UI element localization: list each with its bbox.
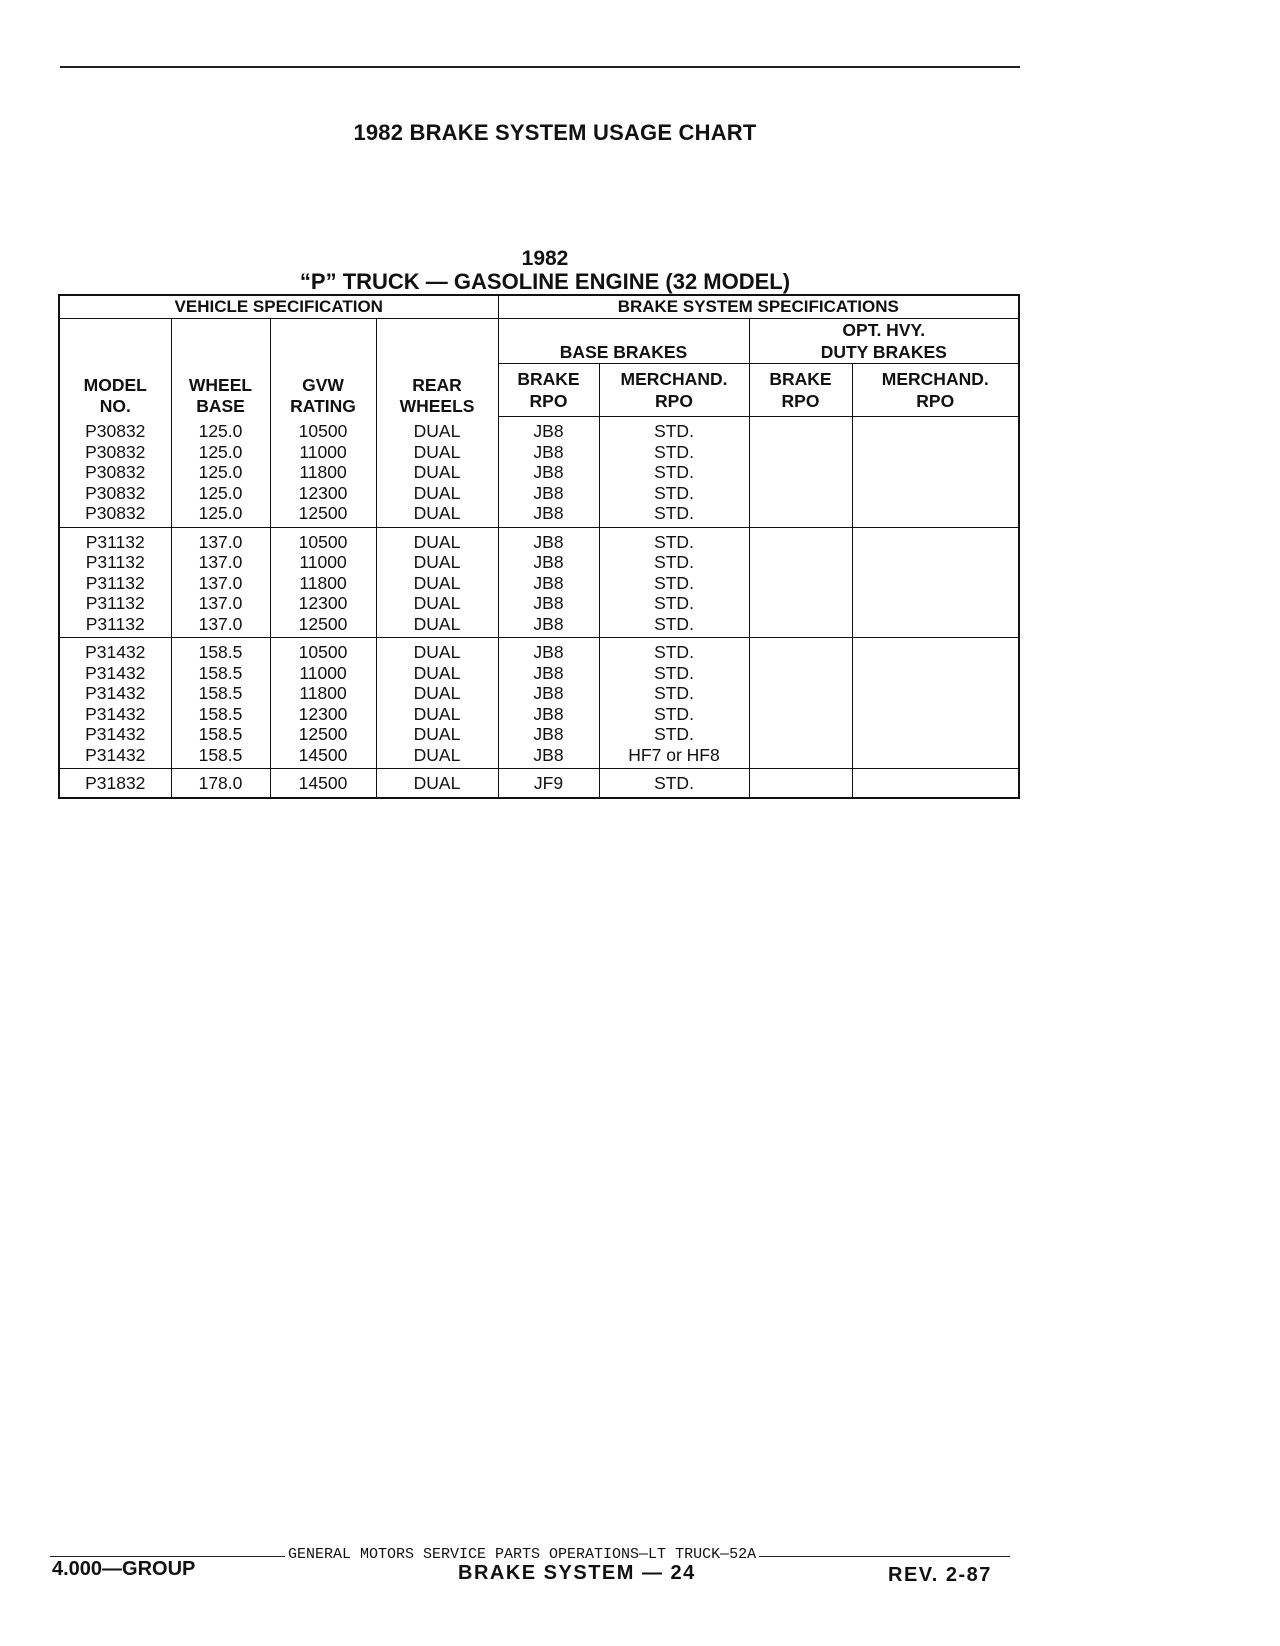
cell-model: P30832 <box>59 462 171 483</box>
cell-opt-brake-rpo <box>749 462 852 483</box>
base-brakes-header: BASE BRAKES <box>498 319 749 364</box>
cell-gvw: 10500 <box>270 417 376 442</box>
cell-brake-rpo: JB8 <box>498 552 599 573</box>
brake-usage-table <box>58 294 1020 799</box>
cell-merchand-rpo: STD. <box>599 527 749 552</box>
cell-gvw: 11000 <box>270 442 376 463</box>
col-header-brake-rpo: BRAKE RPO <box>498 364 599 417</box>
cell-opt-brake-rpo <box>749 442 852 463</box>
cell-model: P31432 <box>59 638 171 663</box>
cell-wheel-base: 158.5 <box>171 704 270 725</box>
cell-opt-merchand-rpo <box>852 724 1019 745</box>
cell-opt-brake-rpo <box>749 552 852 573</box>
cell-merchand-rpo: STD. <box>599 593 749 614</box>
cell-model: P31432 <box>59 724 171 745</box>
cell-brake-rpo: JB8 <box>498 745 599 769</box>
table-row <box>59 442 1019 463</box>
cell-rear-wheels: DUAL <box>376 638 498 663</box>
cell-rear-wheels: DUAL <box>376 527 498 552</box>
cell-opt-merchand-rpo <box>852 527 1019 552</box>
cell-brake-rpo: JB8 <box>498 638 599 663</box>
cell-merchand-rpo: STD. <box>599 552 749 573</box>
table-row <box>59 663 1019 684</box>
cell-gvw: 11800 <box>270 573 376 594</box>
cell-model: P30832 <box>59 442 171 463</box>
cell-rear-wheels: DUAL <box>376 614 498 638</box>
cell-gvw: 10500 <box>270 638 376 663</box>
table-row <box>59 462 1019 483</box>
table-row <box>59 573 1019 594</box>
cell-opt-merchand-rpo <box>852 769 1019 798</box>
cell-gvw: 11000 <box>270 552 376 573</box>
cell-wheel-base: 158.5 <box>171 683 270 704</box>
cell-brake-rpo: JB8 <box>498 483 599 504</box>
cell-opt-merchand-rpo <box>852 638 1019 663</box>
table-row <box>59 745 1019 769</box>
cell-wheel-base: 137.0 <box>171 573 270 594</box>
cell-opt-merchand-rpo <box>852 552 1019 573</box>
cell-opt-merchand-rpo <box>852 614 1019 638</box>
cell-brake-rpo: JB8 <box>498 462 599 483</box>
cell-opt-brake-rpo <box>749 614 852 638</box>
top-rule <box>60 66 1020 68</box>
cell-brake-rpo: JB8 <box>498 614 599 638</box>
cell-opt-merchand-rpo <box>852 683 1019 704</box>
cell-gvw: 12500 <box>270 503 376 527</box>
cell-model: P30832 <box>59 483 171 504</box>
table-row <box>59 614 1019 638</box>
cell-gvw: 12300 <box>270 593 376 614</box>
table-row <box>59 527 1019 552</box>
cell-rear-wheels: DUAL <box>376 552 498 573</box>
cell-model: P31132 <box>59 614 171 638</box>
cell-brake-rpo: JB8 <box>498 683 599 704</box>
cell-gvw: 14500 <box>270 745 376 769</box>
cell-rear-wheels: DUAL <box>376 462 498 483</box>
cell-rear-wheels: DUAL <box>376 704 498 725</box>
cell-rear-wheels: DUAL <box>376 745 498 769</box>
brake-spec-header: BRAKE SYSTEM SPECIFICATIONS <box>498 295 1019 319</box>
cell-merchand-rpo: STD. <box>599 663 749 684</box>
cell-wheel-base: 137.0 <box>171 552 270 573</box>
cell-opt-merchand-rpo <box>852 483 1019 504</box>
cell-model: P31132 <box>59 593 171 614</box>
table-row <box>59 503 1019 527</box>
cell-merchand-rpo: STD. <box>599 442 749 463</box>
cell-merchand-rpo: STD. <box>599 417 749 442</box>
cell-brake-rpo: JB8 <box>498 417 599 442</box>
cell-rear-wheels: DUAL <box>376 442 498 463</box>
table-row <box>59 704 1019 725</box>
cell-opt-merchand-rpo <box>852 704 1019 725</box>
cell-brake-rpo: JB8 <box>498 724 599 745</box>
cell-wheel-base: 125.0 <box>171 462 270 483</box>
cell-opt-brake-rpo <box>749 704 852 725</box>
cell-model: P31832 <box>59 769 171 798</box>
cell-model: P31432 <box>59 704 171 725</box>
cell-opt-brake-rpo <box>749 503 852 527</box>
cell-merchand-rpo: STD. <box>599 483 749 504</box>
cell-model: P30832 <box>59 417 171 442</box>
cell-merchand-rpo: HF7 or HF8 <box>599 745 749 769</box>
footer-section: BRAKE SYSTEM — 24 <box>458 1562 696 1584</box>
cell-brake-rpo: JF9 <box>498 769 599 798</box>
cell-gvw: 14500 <box>270 769 376 798</box>
cell-wheel-base: 125.0 <box>171 503 270 527</box>
col-header-opt-merchand-rpo: MERCHAND. RPO <box>852 364 1019 417</box>
table-row <box>59 638 1019 663</box>
cell-wheel-base: 137.0 <box>171 527 270 552</box>
table-row <box>59 417 1019 442</box>
cell-rear-wheels: DUAL <box>376 503 498 527</box>
cell-opt-merchand-rpo <box>852 663 1019 684</box>
cell-wheel-base: 158.5 <box>171 663 270 684</box>
table-row <box>59 552 1019 573</box>
cell-rear-wheels: DUAL <box>376 573 498 594</box>
cell-model: P31432 <box>59 663 171 684</box>
cell-opt-merchand-rpo <box>852 573 1019 594</box>
cell-opt-brake-rpo <box>749 527 852 552</box>
cell-model: P30832 <box>59 503 171 527</box>
cell-rear-wheels: DUAL <box>376 417 498 442</box>
cell-opt-merchand-rpo <box>852 745 1019 769</box>
cell-merchand-rpo: STD. <box>599 769 749 798</box>
footer-publisher: GENERAL MOTORS SERVICE PARTS OPERATIONS—LT TRUCK—52A <box>285 1546 759 1563</box>
cell-gvw: 12500 <box>270 614 376 638</box>
cell-gvw: 11800 <box>270 462 376 483</box>
page-title: 1982 BRAKE SYSTEM USAGE CHART <box>353 120 757 145</box>
cell-merchand-rpo: STD. <box>599 462 749 483</box>
cell-rear-wheels: DUAL <box>376 593 498 614</box>
cell-gvw: 11800 <box>270 683 376 704</box>
cell-opt-brake-rpo <box>749 745 852 769</box>
cell-model: P31132 <box>59 573 171 594</box>
cell-opt-brake-rpo <box>749 593 852 614</box>
cell-rear-wheels: DUAL <box>376 663 498 684</box>
cell-gvw: 11000 <box>270 663 376 684</box>
cell-opt-brake-rpo <box>749 663 852 684</box>
col-header-opt-brake-rpo: BRAKE RPO <box>749 364 852 417</box>
cell-brake-rpo: JB8 <box>498 663 599 684</box>
cell-merchand-rpo: STD. <box>599 503 749 527</box>
cell-opt-merchand-rpo <box>852 462 1019 483</box>
cell-model: P31132 <box>59 527 171 552</box>
cell-merchand-rpo: STD. <box>599 573 749 594</box>
cell-opt-brake-rpo <box>749 573 852 594</box>
col-header-gvw: GVW RATING <box>270 319 376 417</box>
cell-opt-brake-rpo <box>749 638 852 663</box>
cell-merchand-rpo: STD. <box>599 704 749 725</box>
cell-wheel-base: 178.0 <box>171 769 270 798</box>
table-row <box>59 483 1019 504</box>
cell-merchand-rpo: STD. <box>599 638 749 663</box>
cell-gvw: 12500 <box>270 724 376 745</box>
cell-rear-wheels: DUAL <box>376 683 498 704</box>
cell-brake-rpo: JB8 <box>498 704 599 725</box>
opt-hvy-duty-header: OPT. HVY. DUTY BRAKES <box>749 319 1019 364</box>
cell-brake-rpo: JB8 <box>498 527 599 552</box>
cell-model: P31432 <box>59 745 171 769</box>
table-year: 1982 <box>521 247 569 270</box>
cell-brake-rpo: JB8 <box>498 593 599 614</box>
col-header-model: MODEL NO. <box>59 319 171 417</box>
table-title: “P” TRUCK — GASOLINE ENGINE (32 MODEL) <box>299 269 791 294</box>
cell-wheel-base: 125.0 <box>171 442 270 463</box>
cell-wheel-base: 125.0 <box>171 483 270 504</box>
cell-opt-merchand-rpo <box>852 593 1019 614</box>
cell-opt-merchand-rpo <box>852 417 1019 442</box>
cell-wheel-base: 125.0 <box>171 417 270 442</box>
cell-merchand-rpo: STD. <box>599 724 749 745</box>
cell-opt-brake-rpo <box>749 769 852 798</box>
col-header-rear-wheels: REAR WHEELS <box>376 319 498 417</box>
cell-opt-brake-rpo <box>749 417 852 442</box>
cell-wheel-base: 158.5 <box>171 745 270 769</box>
cell-model: P31432 <box>59 683 171 704</box>
cell-rear-wheels: DUAL <box>376 483 498 504</box>
cell-rear-wheels: DUAL <box>376 724 498 745</box>
cell-opt-brake-rpo <box>749 683 852 704</box>
cell-wheel-base: 137.0 <box>171 593 270 614</box>
cell-brake-rpo: JB8 <box>498 442 599 463</box>
table-row <box>59 724 1019 745</box>
cell-model: P31132 <box>59 552 171 573</box>
cell-brake-rpo: JB8 <box>498 503 599 527</box>
cell-rear-wheels: DUAL <box>376 769 498 798</box>
cell-gvw: 12300 <box>270 704 376 725</box>
cell-opt-merchand-rpo <box>852 503 1019 527</box>
vehicle-spec-header: VEHICLE SPECIFICATION <box>59 295 498 319</box>
cell-wheel-base: 158.5 <box>171 638 270 663</box>
cell-gvw: 10500 <box>270 527 376 552</box>
cell-merchand-rpo: STD. <box>599 683 749 704</box>
cell-opt-brake-rpo <box>749 483 852 504</box>
table-row <box>59 593 1019 614</box>
table-row <box>59 683 1019 704</box>
cell-brake-rpo: JB8 <box>498 573 599 594</box>
cell-opt-merchand-rpo <box>852 442 1019 463</box>
col-header-merchand-rpo: MERCHAND. RPO <box>599 364 749 417</box>
cell-gvw: 12300 <box>270 483 376 504</box>
footer-group: 4.000—GROUP <box>52 1558 196 1580</box>
cell-merchand-rpo: STD. <box>599 614 749 638</box>
cell-wheel-base: 158.5 <box>171 724 270 745</box>
table-row <box>59 769 1019 798</box>
table-body <box>59 417 1019 798</box>
footer-revision: REV. 2-87 <box>888 1564 992 1586</box>
col-header-wheel-base: WHEEL BASE <box>171 319 270 417</box>
cell-opt-brake-rpo <box>749 724 852 745</box>
cell-wheel-base: 137.0 <box>171 614 270 638</box>
